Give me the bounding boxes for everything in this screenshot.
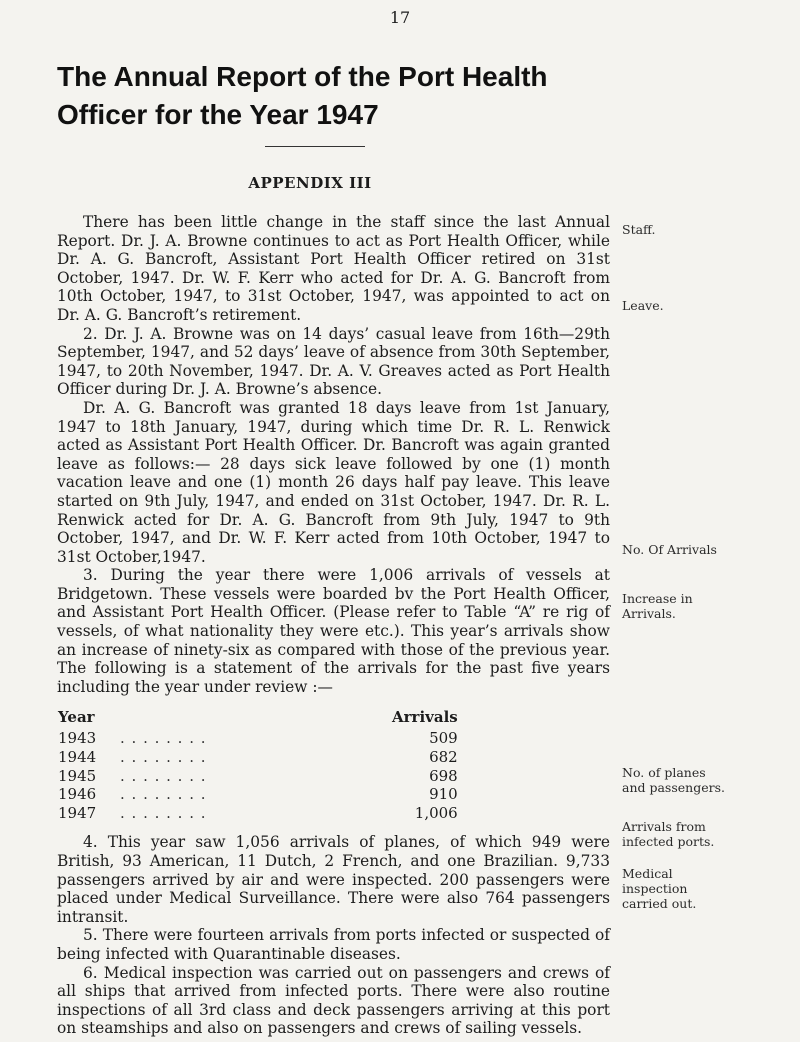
paragraph-medical-inspection: 6. Medical inspection was carried out on passengers and crews of all ships that arrived from infected ports. There were also routine inspections of all 3rd class and deck passengers arriving at this port on steamships and also on passengers and crews of sailing vessels. bbox=[57, 963, 610, 1038]
year-cell: 1944 bbox=[58, 748, 97, 767]
margin-note-arrivals: No. Of Arrivals bbox=[622, 542, 717, 557]
arrivals-cell: 698 bbox=[429, 766, 458, 785]
arrivals-cell: 910 bbox=[429, 785, 458, 804]
year-cell: 1946 bbox=[58, 785, 97, 804]
leader-dots: . . . . . . . . bbox=[120, 803, 207, 822]
table-row bbox=[58, 785, 458, 804]
year-cell: 1945 bbox=[58, 766, 97, 785]
report-body bbox=[57, 213, 610, 1038]
table-row bbox=[58, 729, 458, 748]
margin-note-medical: Medical inspection carried out. bbox=[622, 866, 697, 911]
leader-dots: . . . . . . . . bbox=[120, 748, 207, 767]
arrivals-cell: 682 bbox=[429, 748, 458, 767]
report-title-line-2: Officer for the Year 1947 bbox=[57, 99, 379, 130]
table-row bbox=[58, 767, 458, 786]
paragraph-staff: There has been little change in the staff since the last Annual Report. Dr. J. A. Browne continues to act as Port Health Officer, while Dr. A. G. Bancroft, Assistant Port Health Officer retired on 31st October, 1947. Dr. W. F. Kerr who acted for Dr. A. G. Bancroft from 10th October, 1947, to 31st October, 1947, was appointed to act on Dr. A. G. Bancroft’s retirement. bbox=[57, 213, 610, 324]
page-number: 17 bbox=[389, 8, 411, 27]
leader-dots: . . . . . . . . bbox=[120, 729, 207, 748]
paragraph-infected-ports: 5. There were fourteen arrivals from ports infected or suspected of being infected with Quarantinable diseases. bbox=[57, 926, 610, 963]
arrivals-column-header: Arrivals bbox=[392, 708, 458, 727]
table-row bbox=[58, 804, 458, 823]
leader-dots: . . . . . . . . bbox=[120, 766, 207, 785]
appendix-heading: APPENDIX III bbox=[248, 174, 372, 192]
year-cell: 1947 bbox=[58, 803, 97, 822]
margin-note-leave: Leave. bbox=[622, 298, 664, 313]
report-title bbox=[57, 58, 557, 134]
margin-note-infected: Arrivals from infected ports. bbox=[622, 819, 715, 849]
margin-note-increase: Increase in Arrivals. bbox=[622, 591, 693, 621]
paragraph-leave: 2. Dr. J. A. Browne was on 14 days’ casual leave from 16th—29th September, 1947, and 52 days’ leave of absence from 30th September, 1947, to 20th November, 1947. Dr. A. V. Greaves acted as Port Health Officer during Dr. J. A. Browne’s absence. bbox=[57, 324, 610, 399]
table-row bbox=[58, 748, 458, 767]
paragraph-bancroft-leave: Dr. A. G. Bancroft was granted 18 days leave from 1st January, 1947 to 18th January, 1947, during which time Dr. R. L. Renwick acted as Assistant Port Health Officer. Dr. Bancroft was again granted leave as follows:— 28 days sick leave followed by one (1) month vacation leave and one (1) month 26 days half pay leave. This leave started on 9th July, 1947, and ended on 31st October, 1947. Dr. R. L. Renwick acted for Dr. A. G. Bancroft from 9th July, 1947 to 9th October, 1947, and Dr. W. F. Kerr acted from 10th October, 1947 to 31st October,1947. bbox=[57, 398, 610, 566]
year-cell: 1943 bbox=[58, 729, 97, 748]
arrivals-table-header bbox=[58, 705, 458, 729]
title-divider bbox=[265, 146, 365, 147]
arrivals-cell: 509 bbox=[429, 729, 458, 748]
leader-dots: . . . . . . . . bbox=[120, 785, 207, 804]
margin-note-planes: No. of planes and passengers. bbox=[622, 765, 725, 795]
arrivals-table bbox=[58, 705, 458, 822]
report-title-line-1: The Annual Report of the Port Health bbox=[57, 61, 548, 92]
year-column-header: Year bbox=[58, 708, 95, 727]
paragraph-arrivals: 3. During the year there were 1,006 arrivals of vessels at Bridgetown. These vessels were boarded bv the Port Health Officer, and Assistant Port Health Officer. (Please refer to Table “A” re rig of vessels, of what nationality they were etc.). This year’s arrivals show an increase of ninety-six as compared with those of the previous year. The following is a statement of the arrivals for the past five years including the year under review :— bbox=[57, 566, 610, 696]
margin-note-staff: Staff. bbox=[622, 222, 656, 237]
arrivals-cell: 1,006 bbox=[414, 803, 458, 822]
paragraph-planes: 4. This year saw 1,056 arrivals of planes, of which 949 were British, 93 American, 11 Dutch, 2 French, and one Brazilian. 9,733 passengers arrived by air and were inspected. 200 passengers were placed under Medical Surveillance. There were also 764 passengers intransit. bbox=[57, 833, 610, 926]
